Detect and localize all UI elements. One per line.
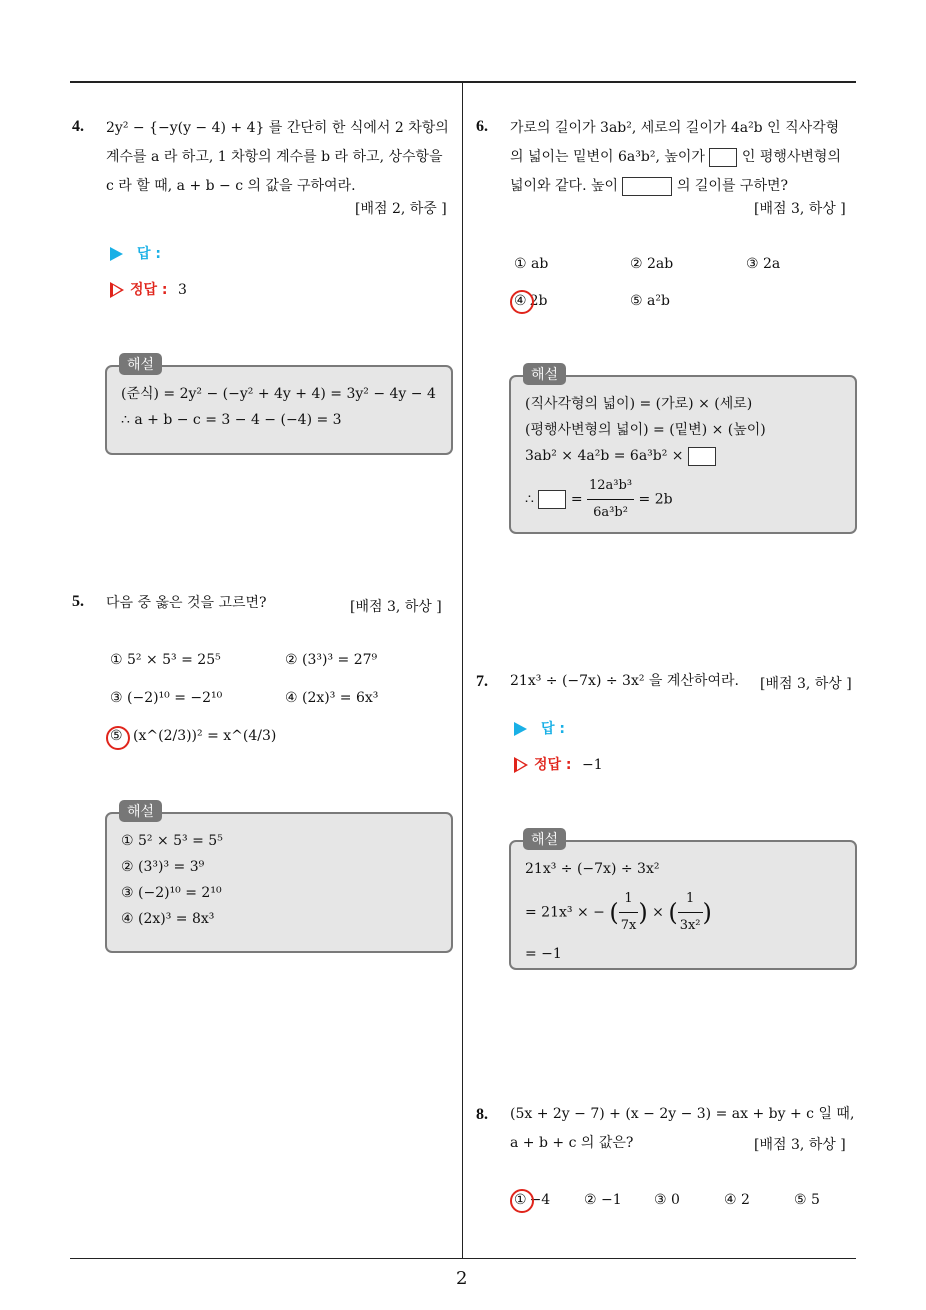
column-divider	[462, 82, 463, 1259]
answer-triangle-icon	[514, 722, 527, 736]
q6-explain-line3-text: 3ab² × 4a²b = 6a³b² ×	[525, 448, 684, 464]
q7-frac1-num: 1	[619, 886, 639, 913]
q6-explain-result: = 2b	[638, 491, 673, 508]
q8-option-5[interactable]: ⑤ 5	[794, 1192, 820, 1208]
q6-line3	[510, 172, 860, 201]
q6-blank-1	[709, 148, 737, 167]
q6-explain-therefore: ∴	[525, 491, 534, 508]
q4-answer-row	[110, 243, 161, 263]
q4-line3: c 라 할 때, a + b − c 의 값을 구하여라.	[106, 178, 356, 194]
q4-correct-value: 3	[177, 282, 187, 298]
q4-line2: 계수를 a 라 하고, 1 차항의 계수를 b 라 하고, 상수항을	[106, 149, 443, 165]
q6-explain-blank-2	[538, 490, 566, 509]
q7-answer-row	[514, 718, 565, 738]
q4-explain-line1: (준식) = 2y² − (−y² + 4y + 4) = 3y² − 4y − 4	[121, 386, 436, 402]
q6-line1: 가로의 길이가 3ab², 세로의 길이가 4a²b 인 직사각형	[510, 120, 840, 136]
q5-number: 5.	[72, 593, 84, 610]
q6-option-2[interactable]: ② 2ab	[630, 256, 674, 272]
q4-text	[106, 114, 456, 201]
q6-explain-fraction	[587, 473, 634, 526]
q6-option-4-text: 2b	[529, 293, 548, 309]
q6-option-5[interactable]: ⑤ a²b	[630, 293, 670, 309]
q6-line2-start: 의 넓이는 밑변이 6a³b², 높이가	[510, 149, 705, 165]
q7-explain-times: ×	[652, 904, 664, 921]
bottom-rule	[70, 1258, 856, 1259]
q6-explain-blank	[688, 447, 716, 466]
q6-explain-line4	[525, 473, 841, 526]
q6-frac-num: 12a³b³	[587, 473, 634, 500]
q7-correct-value: −1	[581, 757, 603, 773]
q4-explain-line2: ∴ a + b − c = 3 − 4 − (−4) = 3	[121, 412, 342, 428]
q8-option-3[interactable]: ③ 0	[654, 1192, 680, 1208]
q4-correct-row	[110, 279, 187, 299]
q6-line3-start: 넓이와 같다. 높이	[510, 178, 619, 194]
q8-line1: (5x + 2y − 7) + (x − 2y − 3) = ax + by + c 일 때,	[510, 1106, 855, 1122]
q8-option-4[interactable]: ④ 2	[724, 1192, 750, 1208]
paren-open: (	[609, 898, 619, 927]
q8-score: [배점 3, 하상 ]	[754, 1137, 846, 1153]
q4-score: [배점 2, 하중 ]	[355, 201, 447, 217]
q5-text: 다음 중 옳은 것을 고르면?	[106, 595, 267, 611]
q5-score: [배점 3, 하상 ]	[350, 599, 442, 615]
answer-circle-mark	[106, 726, 130, 750]
q7-frac-2	[678, 886, 703, 939]
q6-line3-end: 의 길이를 구하면?	[676, 178, 789, 194]
q6-line2	[510, 143, 860, 172]
q6-number: 6.	[476, 118, 488, 135]
q5-option-2[interactable]: ② (3³)³ = 27⁹	[285, 652, 378, 668]
q7-answer-label: 답 :	[541, 721, 565, 737]
answer-circle-mark	[510, 1189, 534, 1213]
q5-explain-line1: ① 5² × 5³ = 5⁵	[121, 833, 223, 849]
q5-explain-tag: 해설	[119, 800, 162, 822]
q4-correct-label: 정답 :	[130, 282, 168, 298]
answer-triangle-icon	[110, 247, 123, 261]
q6-text	[510, 114, 860, 201]
q6-score: [배점 3, 하상 ]	[754, 201, 846, 217]
q4-line1: 2y² − {−y(y − 4) + 4} 를 간단히 한 식에서 2 차항의	[106, 120, 449, 136]
q4-number: 4.	[72, 118, 84, 135]
q5-option-5[interactable]	[110, 728, 276, 744]
q7-number: 7.	[476, 673, 488, 690]
q6-option-1[interactable]: ① ab	[514, 256, 549, 272]
q7-explain-line1: 21x³ ÷ (−7x) ÷ 3x²	[525, 861, 660, 877]
q4-answer-label: 답 :	[137, 246, 161, 262]
q8-option-2[interactable]: ② −1	[584, 1192, 622, 1208]
q5-option-3[interactable]: ③ (−2)¹⁰ = −2¹⁰	[110, 690, 223, 706]
q7-explain-line2	[525, 886, 841, 939]
paren-close: )	[638, 898, 648, 927]
q7-explain-line3: = −1	[525, 946, 562, 962]
q7-frac-1	[619, 886, 639, 939]
q6-blank-2	[622, 177, 672, 196]
q7-explain-tag: 해설	[523, 828, 566, 850]
page-number: 2	[456, 1268, 468, 1289]
q7-score: [배점 3, 하상 ]	[760, 676, 852, 692]
q6-explain-line3	[525, 443, 841, 469]
q5-option-5-text: (x^(2/3))² = x^(4/3)	[133, 728, 277, 744]
q6-option-4-num: ④	[514, 293, 527, 309]
q8-option-1-num: ①	[514, 1192, 527, 1208]
q7-frac1-den: 7x	[620, 918, 637, 933]
q7-frac2-den: 3x²	[679, 918, 701, 933]
q7-correct-label: 정답 :	[534, 757, 572, 773]
q5-option-4[interactable]: ④ (2x)³ = 6x³	[285, 690, 379, 706]
q8-line2: a + b + c 의 값은?	[510, 1135, 634, 1151]
q8-number: 8.	[476, 1106, 488, 1123]
q7-correct-row	[514, 754, 603, 774]
paren-open: (	[668, 898, 678, 927]
q5-option-1[interactable]: ① 5² × 5³ = 25⁵	[110, 652, 221, 668]
top-rule	[70, 81, 856, 83]
q7-explain-line2-prefix: = 21x³ × −	[525, 904, 605, 921]
q5-explain-line3: ③ (−2)¹⁰ = 2¹⁰	[121, 885, 222, 901]
q6-explain-line1: (직사각형의 넓이) = (가로) × (세로)	[525, 396, 753, 412]
equals-sign: =	[570, 491, 583, 508]
correct-triangle-icon	[514, 757, 528, 773]
q4-explain-box	[105, 357, 453, 455]
q6-option-3[interactable]: ③ 2a	[746, 256, 781, 272]
q5-option-5-num: ⑤	[110, 728, 123, 744]
q7-explain-box	[509, 832, 857, 970]
q5-explain-line4: ④ (2x)³ = 8x³	[121, 911, 215, 927]
q6-frac-den: 6a³b²	[593, 505, 628, 520]
answer-circle-mark	[510, 290, 534, 314]
q6-explain-tag: 해설	[523, 363, 566, 385]
correct-triangle-icon	[110, 282, 124, 298]
q4-explain-tag: 해설	[119, 353, 162, 375]
q5-explain-line2: ② (3³)³ = 3⁹	[121, 859, 205, 875]
q7-text: 21x³ ÷ (−7x) ÷ 3x² 을 계산하여라.	[510, 673, 739, 689]
q8-option-1-text: −4	[529, 1192, 551, 1208]
q6-line2-end: 인 평행사변형의	[741, 149, 841, 165]
q6-explain-line2: (평행사변형의 넓이) = (밑변) × (높이)	[525, 422, 766, 438]
q6-explain-box	[509, 367, 857, 534]
q5-explain-box	[105, 804, 453, 953]
paren-close: )	[702, 898, 712, 927]
q7-frac2-num: 1	[678, 886, 703, 913]
